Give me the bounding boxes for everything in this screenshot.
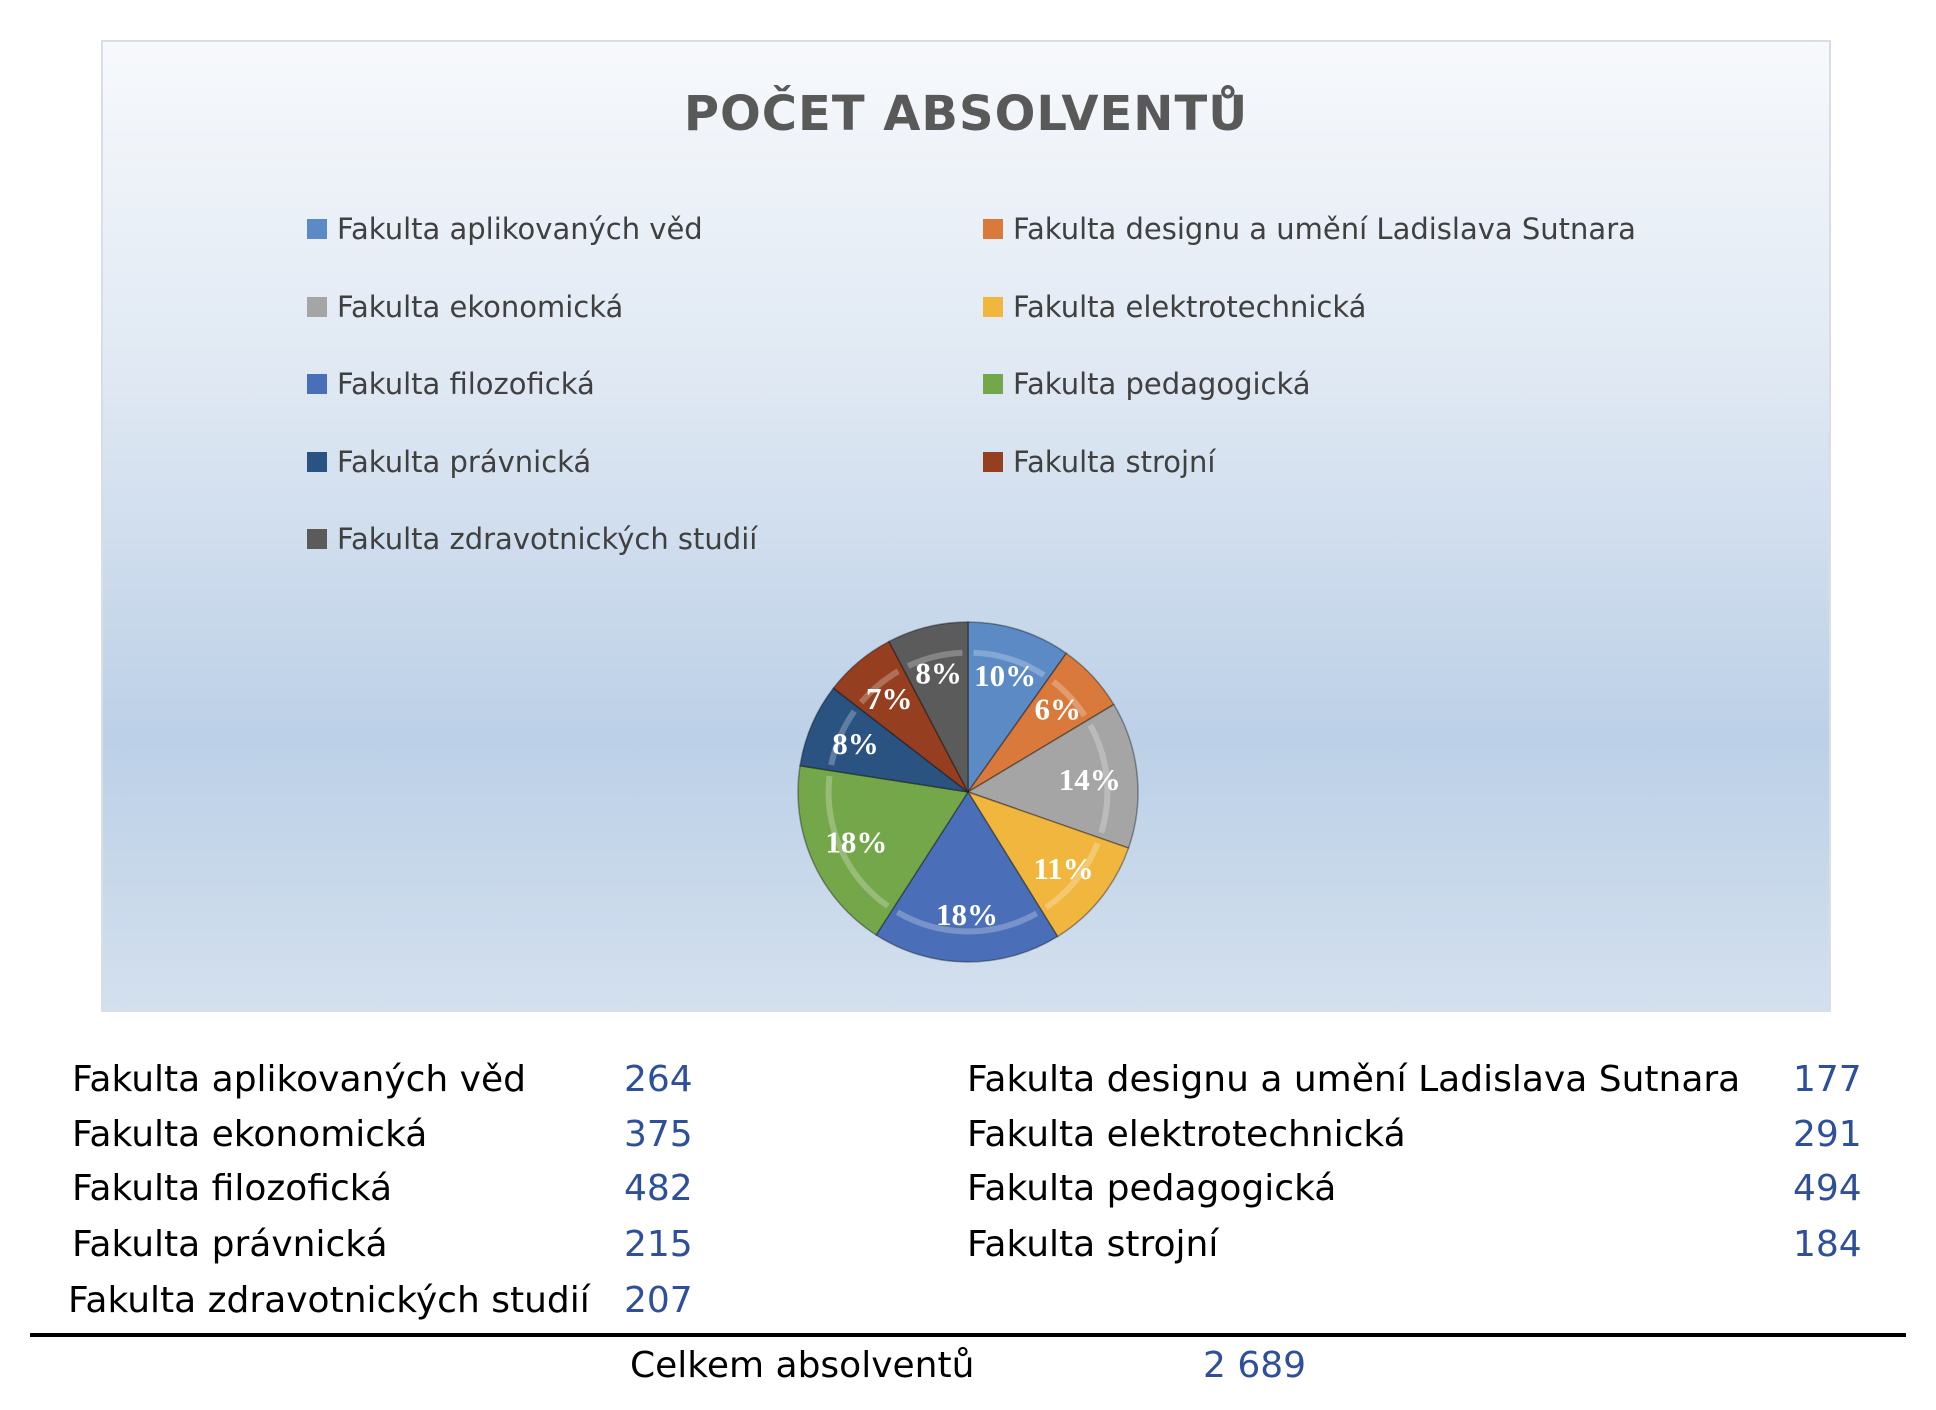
table-row-name-pedagogicka: Fakulta pedagogická (967, 1168, 1337, 1209)
pie-data-label-fakulta-pedagogick: 18% (825, 824, 888, 860)
table-row-name-pravnicka: Fakulta právnická (72, 1224, 388, 1265)
legend-label: Fakulta právnická (337, 445, 592, 479)
legend-label: Fakulta zdravotnických studií (337, 522, 758, 556)
pie-data-label-fakulta-designu-a-um-n-ladislava-sutnara: 6% (1034, 691, 1082, 727)
table-row-value-elektrotechnicka: 291 (1793, 1114, 1862, 1155)
legend-label: Fakulta filozofická (337, 367, 595, 401)
table-row-name-filozoficka: Fakulta filozofická (72, 1168, 393, 1209)
legend-label: Fakulta ekonomická (337, 290, 624, 324)
total-value: 2 689 (1203, 1345, 1307, 1386)
table-row-value-ekonomicka: 375 (624, 1114, 693, 1155)
pie-data-label-fakulta-filozofick: 18% (935, 896, 998, 932)
chart-title: POČET ABSOLVENTŮ (683, 86, 1249, 142)
table-row-value-designu-a-umeni: 177 (1793, 1059, 1862, 1100)
pie-data-label-fakulta-zdravotnick-ch-studi: 8% (915, 655, 962, 691)
table-row-value-filozoficka: 482 (624, 1168, 693, 1209)
table-row-name-zdravotnickych-studii: Fakulta zdravotnických studií (68, 1280, 590, 1321)
pie-data-label-fakulta-pr-vnick: 8% (832, 726, 879, 762)
table-row-name-elektrotechnicka: Fakulta elektrotechnická (967, 1114, 1406, 1155)
legend-label: Fakulta pedagogická (1013, 367, 1311, 401)
pie-data-label-fakulta-strojn: 7% (866, 680, 913, 716)
pie-chart (103, 42, 1829, 1010)
table-row-value-zdravotnickych-studii: 207 (624, 1280, 693, 1321)
table-row-value-pedagogicka: 494 (1793, 1168, 1862, 1209)
legend-label: Fakulta elektrotechnická (1013, 290, 1367, 324)
legend-label: Fakulta strojní (1013, 445, 1216, 479)
table-row-value-pravnicka: 215 (624, 1224, 693, 1265)
table-row-name-strojni: Fakulta strojní (967, 1224, 1219, 1265)
total-label: Celkem absolventů (630, 1345, 975, 1386)
pie-data-label-fakulta-aplikovan-ch-v-d: 10% (974, 657, 1037, 693)
chart-area (101, 40, 1831, 1012)
table-row-name-designu-a-umeni: Fakulta designu a umění Ladislava Sutnara (967, 1059, 1741, 1100)
total-divider (30, 1333, 1906, 1337)
table-row-value-aplikovanych-ved: 264 (624, 1059, 693, 1100)
pie-data-label-fakulta-ekonomick: 14% (1058, 762, 1121, 798)
pie-data-label-fakulta-elektrotechnick: 11% (1033, 851, 1094, 887)
legend-label: Fakulta aplikovaných věd (337, 212, 703, 246)
table-row-name-aplikovanych-ved: Fakulta aplikovaných věd (72, 1059, 526, 1100)
table-row-value-strojni: 184 (1793, 1224, 1862, 1265)
legend-label: Fakulta designu a umění Ladislava Sutnara (1013, 212, 1636, 246)
table-row-name-ekonomicka: Fakulta ekonomická (72, 1114, 428, 1155)
